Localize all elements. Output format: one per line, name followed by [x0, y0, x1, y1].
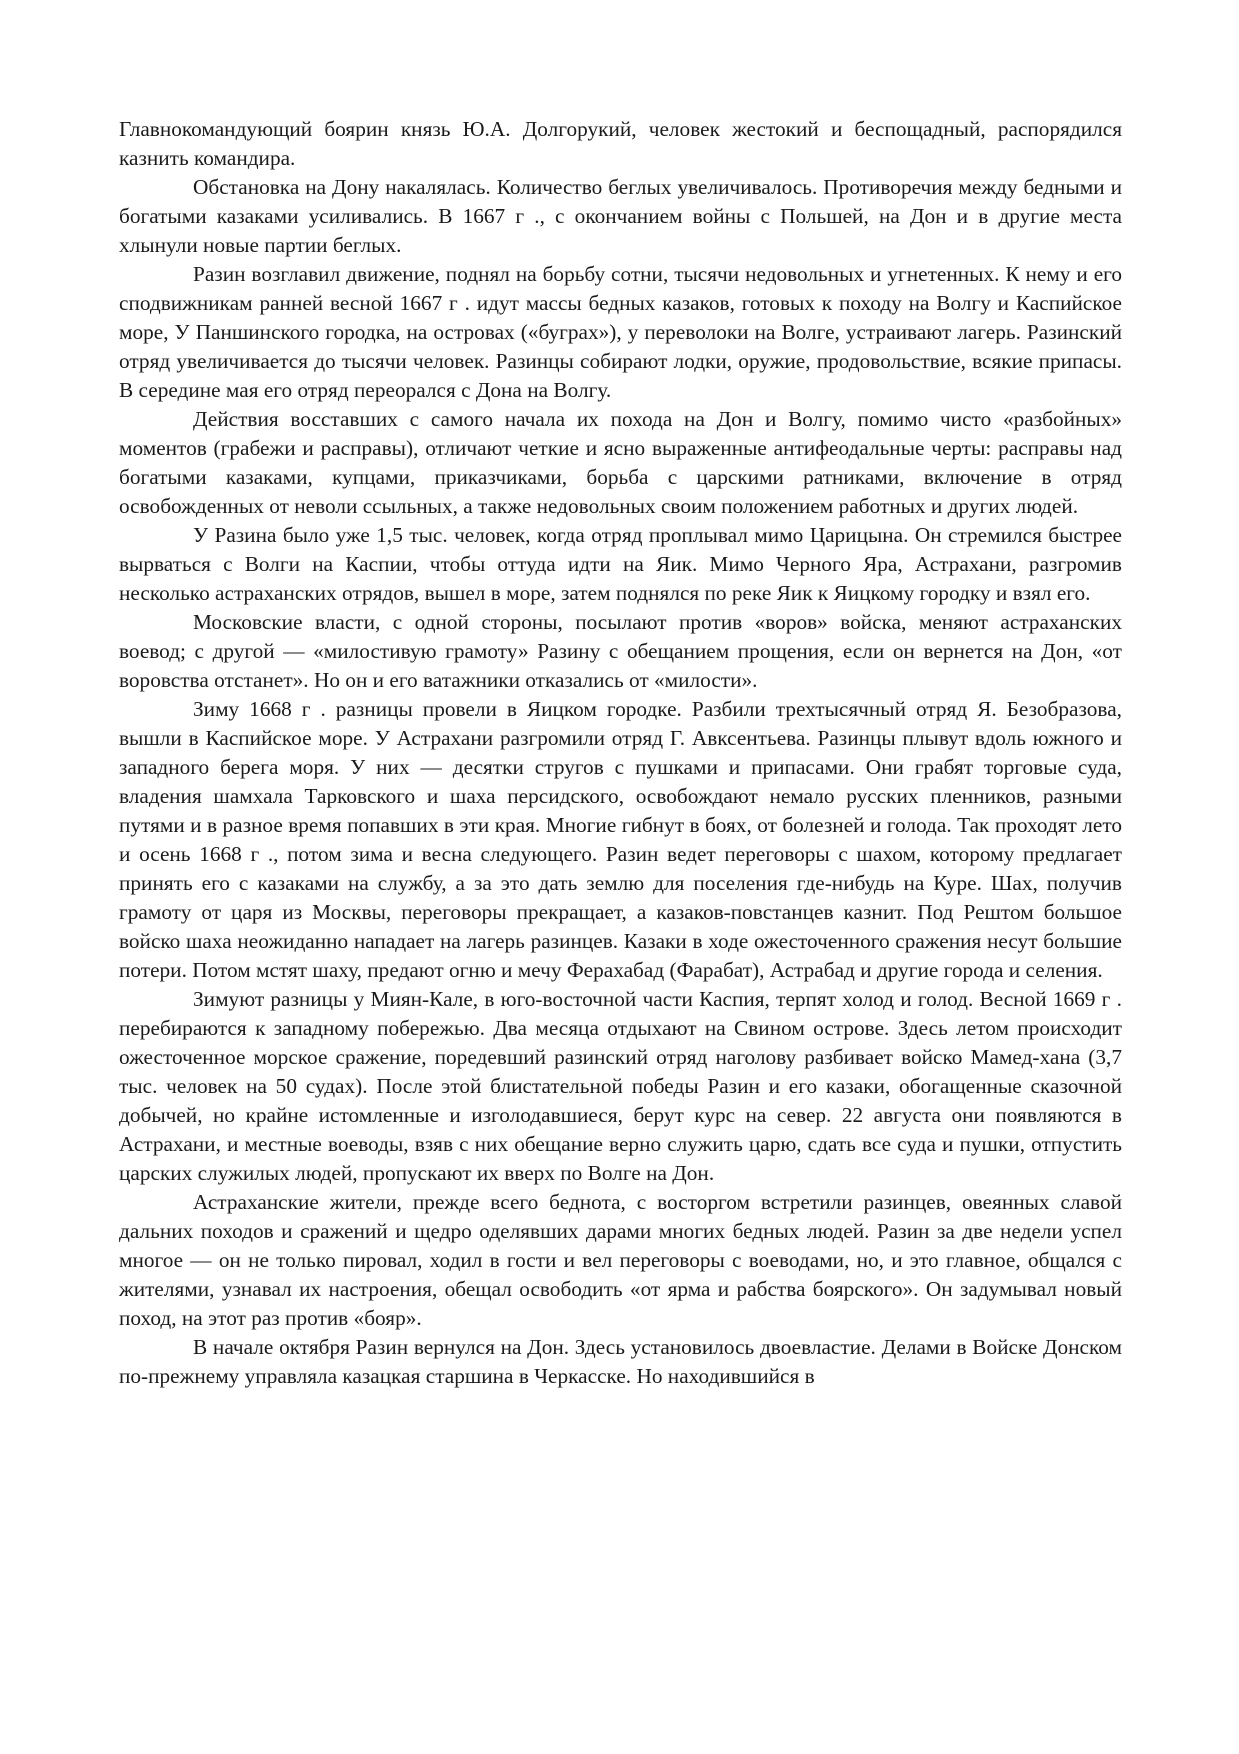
document-page: [119, 115, 1122, 1391]
paragraph: Обстановка на Дону накалялась. Количество беглых увеличивалось. Противоречия между бедными и богатыми казаками усиливались. В 1667 г ., с окончанием войны с Польшей, на Дон и в другие места хлынули новые партии беглых.: [119, 175, 1122, 257]
paragraph: Главнокомандующий боярин князь Ю.А. Долгорукий, человек жестокий и беспощадный, распорядился казнить командира.: [119, 117, 1122, 170]
paragraph: Московские власти, с одной стороны, посылают против «воров» войска, меняют астраханских воевод; с другой — «милостивую грамоту» Разину с обещанием прощения, если он вернется на Дон, «от воровства отстанет». Но он и его ватажники отказались от «милости».: [119, 610, 1122, 692]
paragraph: В начале октября Разин вернулся на Дон. Здесь установилось двоевластие. Делами в Войске Донском по-прежнему управляла казацкая старшина в Черкасске. Но находившийся в: [119, 1335, 1122, 1388]
paragraph: Действия восставших с самого начала их похода на Дон и Волгу, помимо чисто «разбойных» моментов (грабежи и расправы), отличают четкие и ясно выраженные антифеодальные черты: расправы над богатыми казаками, купцами, приказчиками, борьба с царскими ратниками, включение в отряд освобожденных от неволи ссыльных, а также недовольных своим положением работных и других людей.: [119, 407, 1122, 518]
paragraph: Зимуют разницы у Миян-Кале, в юго-восточной части Каспия, терпят холод и голод. Весной 1669 г . перебираются к западному побережью. Два месяца отдыхают на Свином острове. Здесь летом происходит ожесточенное морское сражение, поредевший разинский отряд наголову разбивает войско Мамед-хана (3,7 тыс. человек на 50 судах). После этой блистательной победы Разин и его казаки, обогащенные сказочной добычей, но крайне истомленные и изголодавшиеся, берут курс на север. 22 августа они появляются в Астрахани, и местные воеводы, взяв с них обещание верно служить царю, сдать все суда и пушки, отпустить царских служилых людей, пропускают их вверх по Волге на Дон.: [119, 987, 1122, 1185]
paragraph: Астраханские жители, прежде всего беднота, с восторгом встретили разинцев, овеянных славой дальних походов и сражений и щедро оделявших дарами многих бедных людей. Разин за две недели успел многое — он не только пировал, ходил в гости и вел переговоры с воеводами, но, и это главное, общался с жителями, узнавал их настроения, обещал освободить «от ярма и рабства боярского». Он задумывал новый поход, на этот раз против «бояр».: [119, 1190, 1122, 1330]
paragraph: Разин возглавил движение, поднял на борьбу сотни, тысячи недовольных и угнетенных. К нему и его сподвижникам ранней весной 1667 г . идут массы бедных казаков, готовых к походу на Волгу и Каспийское море, У Паншинского городка, на островах («буграх»), у переволоки на Волге, устраивают лагерь. Разинский отряд увеличивается до тысячи человек. Разинцы собирают лодки, оружие, продовольствие, всякие припасы. В середине мая его отряд переорался с Дона на Волгу.: [119, 262, 1122, 402]
paragraph: Зиму 1668 г . разницы провели в Яицком городке. Разбили трехтысячный отряд Я. Безобразова, вышли в Каспийское море. У Астрахани разгромили отряд Г. Авксентьева. Разинцы плывут вдоль южного и западного берега моря. У них — десятки стругов с пушками и припасами. Они грабят торговые суда, владения шамхала Тарковского и шаха персидского, освобождают немало русских пленников, разными путями и в разное время попавших в эти края. Многие гибнут в боях, от болезней и голода. Так проходят лето и осень 1668 г ., потом зима и весна следующего. Разин ведет переговоры с шахом, которому предлагает принять его с казаками на службу, а за это дать землю для поселения где-нибудь на Куре. Шах, получив грамоту от царя из Москвы, переговоры прекращает, а казаков-повстанцев казнит. Под Рештом большое войско шаха неожиданно нападает на лагерь разинцев. Казаки в ходе ожесточенного сражения несут большие потери. Потом мстят шаху, предают огню и мечу Ферахабад (Фарабат), Астрабад и другие города и селения.: [119, 697, 1122, 982]
paragraph: У Разина было уже 1,5 тыс. человек, когда отряд проплывал мимо Царицына. Он стремился быстрее вырваться с Волги на Каспии, чтобы оттуда идти на Яик. Мимо Черного Яра, Астрахани, разгромив несколько астраханских отрядов, вышел в море, затем поднялся по реке Яик к Яицкому городку и взял его.: [119, 523, 1122, 605]
